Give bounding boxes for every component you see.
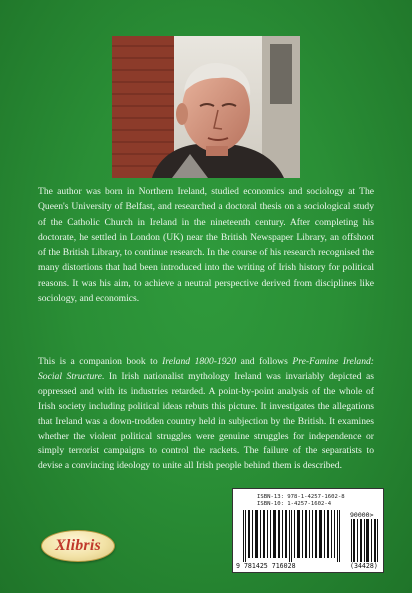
price-code: (34428) (350, 562, 378, 570)
isbn-13-label: ISBN-13: 978-1-4257-1602-8 (257, 494, 345, 500)
isbn-barcode (232, 488, 384, 573)
author-portrait-image (112, 36, 300, 178)
ean-barcode-bars (241, 510, 345, 562)
preceding-book-title: Pre-Famine Ireland: Social Structure (38, 356, 374, 382)
publisher-logo (41, 530, 115, 562)
blurb-text-1: This is a companion book to (38, 356, 163, 367)
barcode-addon-number: 90000> (350, 511, 374, 519)
isbn-10-label: ISBN-10: 1-4257-1602-4 (257, 501, 332, 507)
ean-number: 9 781425 716028 (236, 562, 296, 570)
isbn-labels (257, 494, 345, 508)
author-photo (112, 36, 300, 178)
blurb-text-2: and follows (236, 356, 293, 367)
book-description (38, 355, 374, 474)
companion-book-title: Ireland 1800-1920 (162, 356, 237, 367)
blurb-text-3: . In Irish nationalist mythology Ireland was invariably depicted as oppressed and with its industries retarded. A point-by-point analysis of the whole of Irish society including political ideas rebuts this picture. It investigates the allegations that Ireland was a down-trodden country held in subjection by the British. It examines whether the violent political struggles were genuine struggles for independence or simply terrorist campaigns to control the rackets. The failure of the separatists to devise a convincing ideology to unite all Irish people behind them is described. (38, 370, 374, 472)
author-bio: The author was born in Northern Ireland, studied economics and sociology at The Queen's University of Belfast, and researched a doctoral thesis on a sociological study of the Catholic Church in Ireland in the nineteenth century. After completing his doctorate, he settled in London (UK) near the British Newspaper Library, an offshoot of the British Library, to continue research. In the course of his research recognised the many distortions that had been introduced into the writing of Irish history for political reasons. It was his aim, to achieve a neutral perspective derived from disciplines like sociology, and economics. (38, 186, 374, 305)
publisher-name: Xlibris (55, 537, 101, 554)
addon-barcode-bars (351, 519, 379, 562)
